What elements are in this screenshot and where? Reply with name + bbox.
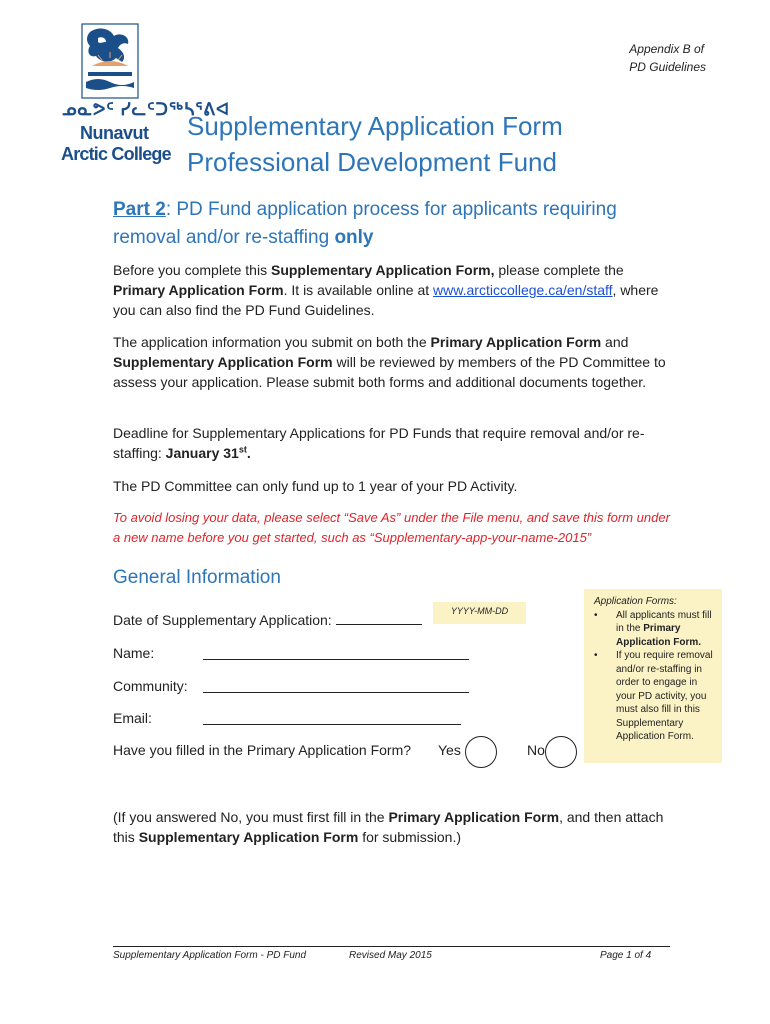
logo-emblem-icon xyxy=(80,22,140,100)
college-logo xyxy=(60,22,231,172)
appendix-line-1: Appendix B of xyxy=(629,42,704,56)
logo-name-line-2: Arctic College xyxy=(61,144,171,164)
deadline-text: Deadline for Supplementary Applications for PD Funds that require removal and/or re-staffing: xyxy=(113,425,645,461)
email-field[interactable] xyxy=(203,711,461,725)
p1-bold-primary: Primary Application Form xyxy=(113,282,284,298)
date-label: Date of Supplementary Application: xyxy=(113,612,332,628)
note-bold-supplementary: Supplementary Application Form xyxy=(138,829,359,845)
note-text-c: , and then attach this xyxy=(113,809,664,845)
p1-text-e: . It is available online at xyxy=(283,282,434,298)
form-title xyxy=(187,108,563,180)
community-label: Community: xyxy=(113,678,188,694)
part-label: Part 2 xyxy=(113,199,166,220)
date-row xyxy=(113,611,422,628)
p2-bold-supplementary: Supplementary Application Form xyxy=(113,354,333,370)
logo-syllabics: ᓄᓇᕗᑦ ᓯᓚᑦᑐᖅᓴᕐᕕᐊ xyxy=(62,100,231,119)
part-heading xyxy=(113,196,683,252)
staff-page-link[interactable]: www.arcticcollege.ca/en/staff xyxy=(433,282,613,298)
appendix-line-2: PD Guidelines xyxy=(629,60,706,74)
part-colon: : xyxy=(165,199,172,220)
p1-text-a: Before you complete this xyxy=(113,262,271,278)
date-input[interactable]: YYYY-MM-DD xyxy=(433,602,526,624)
footer-page-number: Page 1 of 4 xyxy=(600,950,652,961)
application-forms-note xyxy=(584,589,722,763)
part-text: PD Fund application process for applicants requiring removal and/or re-staffing xyxy=(113,199,617,248)
appendix-note xyxy=(629,40,706,76)
item1-text: All applicants must fill in the xyxy=(616,609,712,634)
p1-bold-supplementary: Supplementary Application Form, xyxy=(270,262,495,278)
application-forms-heading: Application Forms: xyxy=(594,596,677,607)
footer-form-name: Supplementary Application Form - PD Fund xyxy=(113,950,307,961)
p1-text-f: , where you can also find the PD Fund Guidelines. xyxy=(113,282,659,318)
save-as-warning: To avoid losing your data, please select “Save As” under the File menu, and save this form under a new name before you get started, such as “Supplementary-app-your-name-2015” xyxy=(113,510,670,545)
footer-revised: Revised May 2015 xyxy=(349,950,432,961)
form-title-line-1: Supplementary Application Form xyxy=(187,111,563,141)
deadline-date-suffix: st xyxy=(238,444,247,455)
deadline-date xyxy=(166,445,251,461)
note-bold-primary: Primary Application Form xyxy=(388,809,560,825)
application-forms-item-1 xyxy=(592,609,714,650)
item1-bold: Primary Application Form. xyxy=(616,623,701,648)
no-answer-note xyxy=(113,807,673,847)
p1-text-c: please complete the xyxy=(494,262,624,278)
logo-name-line-1: Nunavut xyxy=(80,123,149,143)
form-title-line-2: Professional Development Fund xyxy=(187,147,557,177)
intro-paragraph-1 xyxy=(113,260,673,320)
p2-text-a: The application information you submit on both the xyxy=(113,334,431,350)
general-information-heading: General Information xyxy=(113,567,281,588)
date-underline xyxy=(336,611,422,625)
p2-bold-primary: Primary Application Form xyxy=(430,334,602,350)
part-emphasis: only xyxy=(334,227,374,248)
fund-limit-paragraph: The PD Committee can only fund up to 1 year of your PD Activity. xyxy=(113,478,518,494)
name-label: Name: xyxy=(113,645,155,661)
p2-text-e: will be reviewed by members of the PD Committee to assess your application. Please submit both forms and additional documents together. xyxy=(113,354,666,390)
footer-divider xyxy=(113,946,670,947)
p2-text-c: and xyxy=(601,334,629,350)
note-text-e: for submission.) xyxy=(358,829,462,845)
email-label: Email: xyxy=(113,710,152,726)
deadline-paragraph xyxy=(113,423,673,463)
email-row xyxy=(113,710,152,726)
application-forms-item-2: • If you require removal and/or re-staffing in order to engage in your PD activity, you must also fill in this Supplementary Application Form. xyxy=(592,649,714,744)
primary-question: Have you filled in the Primary Application Form? xyxy=(113,742,412,758)
note-text-a: (If you answered No, you must first fill in the xyxy=(113,809,389,825)
no-radio[interactable] xyxy=(545,736,577,768)
application-forms-list xyxy=(592,609,714,744)
deadline-date-text: January 31 xyxy=(165,445,239,461)
no-label: No xyxy=(527,742,545,758)
community-row xyxy=(113,678,188,694)
community-field[interactable] xyxy=(203,679,469,693)
yes-radio[interactable] xyxy=(465,736,497,768)
deadline-date-period: . xyxy=(246,445,251,461)
intro-paragraph-2 xyxy=(113,332,673,392)
yes-label: Yes xyxy=(438,742,461,758)
name-field[interactable] xyxy=(203,646,469,660)
name-row xyxy=(113,645,154,661)
